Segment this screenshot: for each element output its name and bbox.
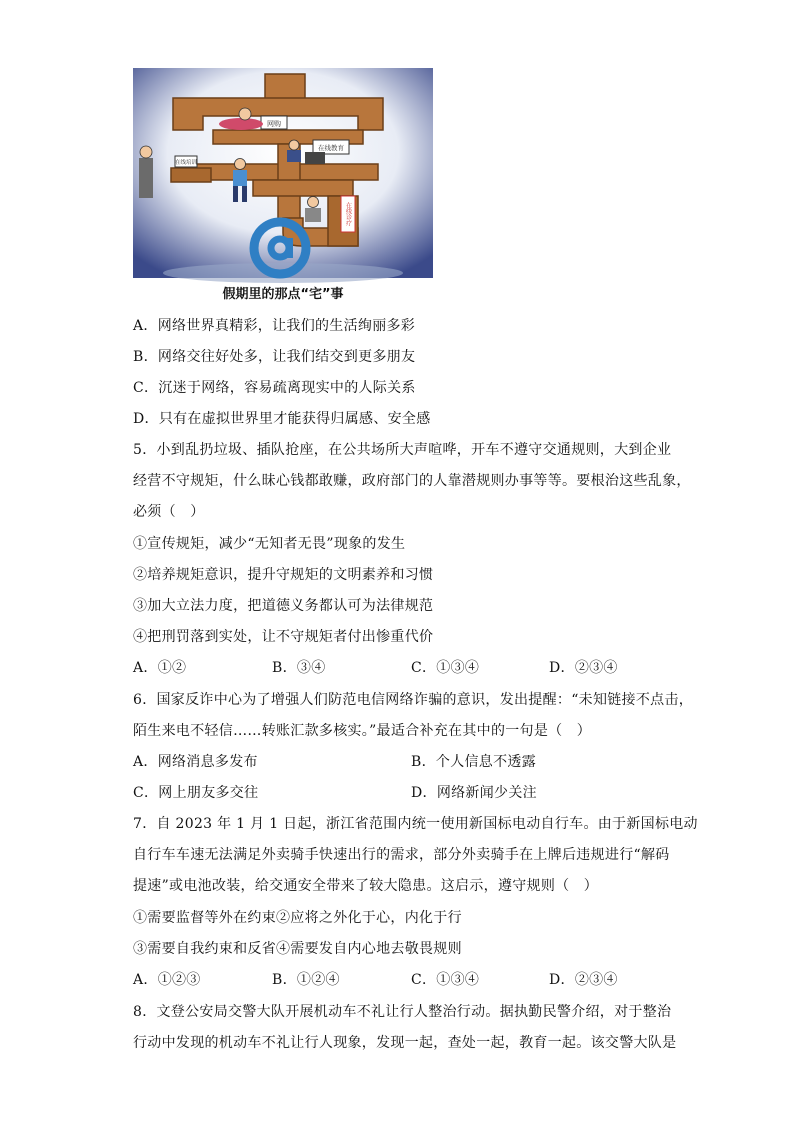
q5-option-d[interactable]: D．②③④ <box>549 660 618 676</box>
q5-option-c[interactable]: C．①③④ <box>411 660 480 676</box>
q5-option-a[interactable]: A．①② <box>133 660 187 676</box>
q7-option-b[interactable]: B．①②④ <box>272 972 340 988</box>
q7-stem-line-2: 自行车车速无法满足外卖骑手快速出行的需求，部分外卖骑手在上牌后违规进行“解码 <box>133 847 670 863</box>
sign-label-medical: 在线诊疗 <box>344 202 352 226</box>
house-character-illustration <box>133 68 433 286</box>
q7-stem-line-1: 7．自 2023 年 1 月 1 日起，浙江省范围内统一使用新国标电动自行车。由于新国标电动 <box>133 816 698 832</box>
q5-stem-line-2: 经营不守规矩，什么昧心钱都敢赚，政府部门的人靠潜规则办事等等。要根治这些乱象， <box>133 473 691 489</box>
figure-caption: 假期里的那点“宅”事 <box>222 287 344 302</box>
q4-option-c[interactable]: C．沉迷于网络，容易疏离现实中的人际关系 <box>133 380 416 396</box>
q5-item-4: ④把刑罚落到实处，让不守规矩者付出惨重代价 <box>133 629 434 645</box>
q5-stem-line-3: 必须（ ） <box>133 504 205 520</box>
q6-option-a[interactable]: A．网络消息多发布 <box>133 754 258 770</box>
q6-option-b[interactable]: B．个人信息不透露 <box>411 754 536 770</box>
q5-stem-line-1: 5．小到乱扔垃圾、插队抢座，在公共场所大声喧哗，开车不遵守交通规则，大到企业 <box>133 442 672 458</box>
sign-label-shopping: 网购 <box>267 120 281 128</box>
q4-option-d[interactable]: D．只有在虚拟世界里才能获得归属感、安全感 <box>133 411 431 427</box>
q4-option-a[interactable]: A．网络世界真精彩，让我们的生活绚丽多彩 <box>133 318 416 334</box>
q7-item-line-1: ①需要监督等外在约束②应将之外化于心，内化于行 <box>133 910 462 926</box>
q7-stem-line-3: 提速”或电池改装，给交通安全带来了较大隐患。这启示，遵守规则（ ） <box>133 878 599 894</box>
q5-item-3: ③加大立法力度，把道德义务都认可为法律规范 <box>133 598 434 614</box>
sign-label-training: 在线培训 <box>174 160 198 166</box>
q6-option-d[interactable]: D．网络新闻少关注 <box>411 785 537 801</box>
q4-option-b[interactable]: B．网络交往好处多，让我们结交到更多朋友 <box>133 349 416 365</box>
q7-option-c[interactable]: C．①③④ <box>411 972 480 988</box>
q5-item-1: ①宣传规矩，减少“无知者无畏”现象的发生 <box>133 536 406 552</box>
q5-item-2: ②培养规矩意识，提升守规矩的文明素养和习惯 <box>133 567 434 583</box>
sign-label-education: 在线教育 <box>318 144 344 152</box>
q8-stem-line-2: 行动中发现的机动车不礼让行人现象，发现一起，查处一起，教育一起。该交警大队是 <box>133 1035 677 1051</box>
q6-stem-line-2: 陌生来电不轻信……转账汇款多核实。”最适合补充在其中的一句是（ ） <box>133 723 592 739</box>
q7-item-line-2: ③需要自我约束和反省④需要发自内心地去敬畏规则 <box>133 941 462 957</box>
cartoon-illustration <box>133 68 433 286</box>
q6-option-c[interactable]: C．网上朋友多交往 <box>133 785 259 801</box>
q8-stem-line-1: 8．文登公安局交警大队开展机动车不礼让行人整治行动。据执勤民警介绍，对于整治 <box>133 1004 672 1020</box>
q7-option-a[interactable]: A．①②③ <box>133 972 201 988</box>
person-medical <box>305 197 321 223</box>
q5-option-b[interactable]: B．③④ <box>272 660 326 676</box>
q7-option-d[interactable]: D．②③④ <box>549 972 618 988</box>
elderly-person <box>139 146 153 198</box>
q6-stem-line-1: 6．国家反诈中心为了增强人们防范电信网络诈骗的意识，发出提醒：“未知链接不点击， <box>133 692 694 708</box>
